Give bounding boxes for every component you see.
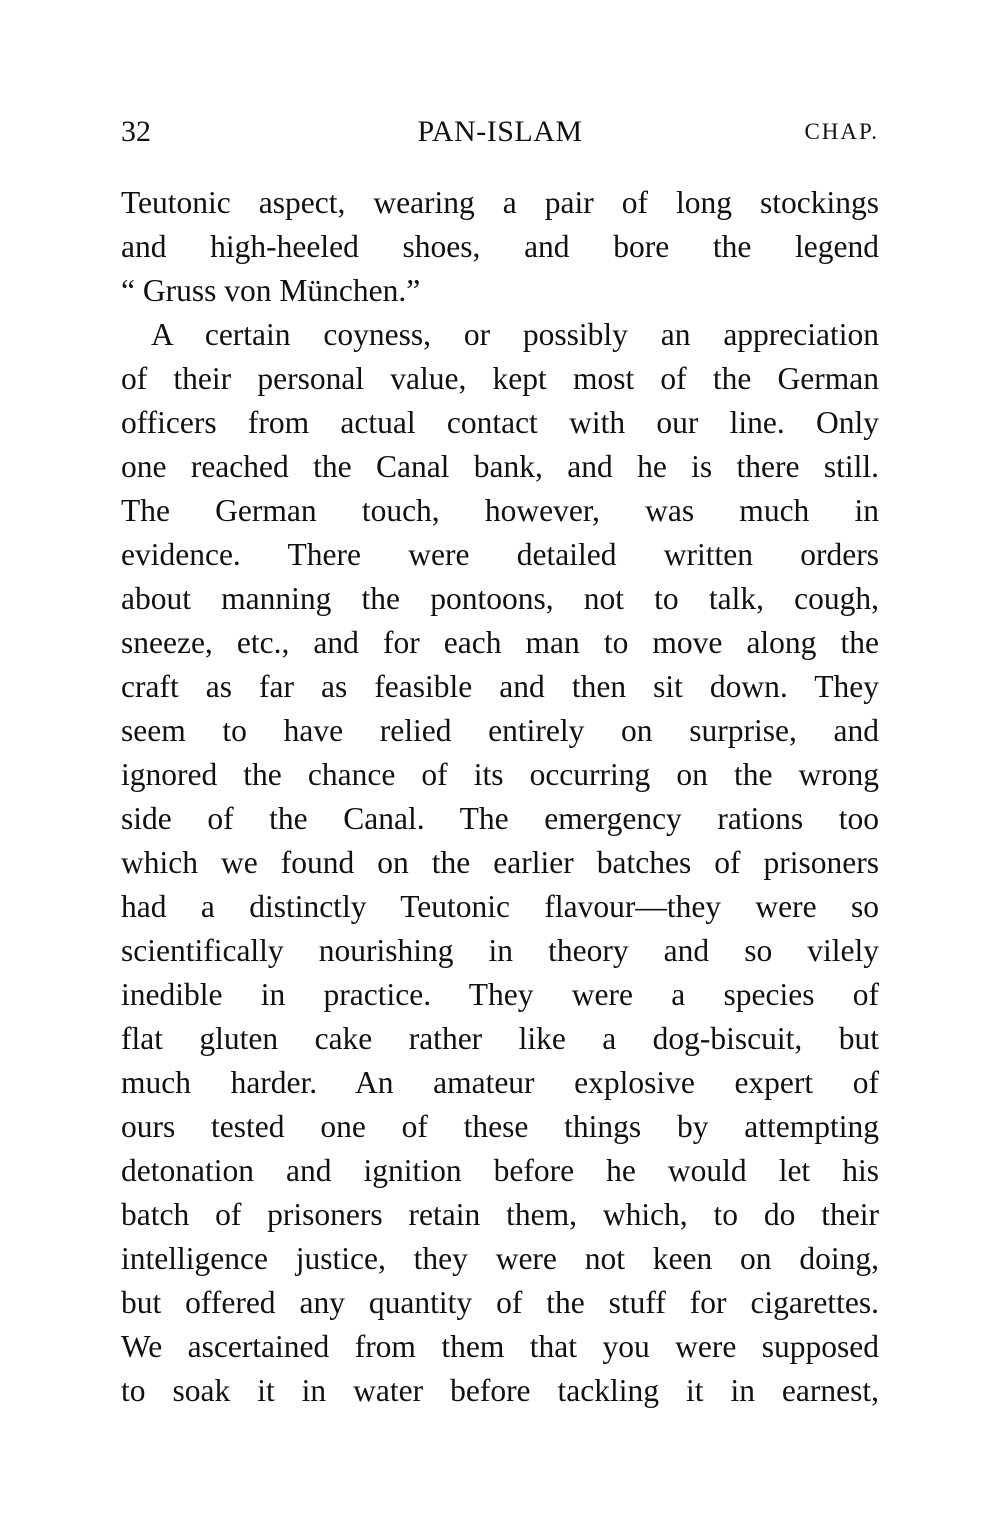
text-line: We ascertained from them that you were supposed [121, 1329, 879, 1364]
text-line: but offered any quantity of the stuff for cigarettes. [121, 1285, 879, 1320]
text-line: The German touch, however, was much in [121, 493, 879, 528]
chapter-label: CHAP. [804, 119, 879, 144]
text-line: ours tested one of these things by attempting [121, 1109, 879, 1144]
text-line: which we found on the earlier batches of prisoners [121, 845, 879, 880]
text-line: “ Gruss von München.” [121, 273, 421, 308]
text-line: to soak it in water before tackling it in earnest, [121, 1373, 879, 1408]
text-line: ignored the chance of its occurring on the wrong [121, 757, 879, 792]
text-line: intelligence justice, they were not keen on doing, [121, 1241, 879, 1276]
text-line: batch of prisoners retain them, which, to do their [121, 1197, 879, 1232]
page-number: 32 [121, 115, 151, 148]
text-line: evidence. There were detailed written orders [121, 537, 879, 572]
text-line: side of the Canal. The emergency rations too [121, 801, 879, 836]
text-line: detonation and ignition before he would let his [121, 1153, 879, 1188]
body-text [121, 181, 879, 1413]
text-line: of their personal value, kept most of the German [121, 361, 879, 396]
text-line: scientifically nourishing in theory and so vilely [121, 933, 879, 968]
text-line: inedible in practice. They were a species of [121, 977, 879, 1012]
text-line: about manning the pontoons, not to talk, cough, [121, 581, 879, 616]
text-line: sneeze, etc., and for each man to move along the [121, 625, 879, 660]
text-line: had a distinctly Teutonic flavour—they were so [121, 889, 879, 924]
text-line: flat gluten cake rather like a dog-biscuit, but [121, 1021, 879, 1056]
text-line: and high-heeled shoes, and bore the legend [121, 229, 879, 264]
book-title: PAN-ISLAM [417, 115, 583, 148]
text-line: officers from actual contact with our line. Only [121, 405, 879, 440]
text-line: craft as far as feasible and then sit down. They [121, 669, 879, 704]
running-head [121, 112, 879, 152]
text-line: Teutonic aspect, wearing a pair of long stockings [121, 185, 879, 220]
text-line: seem to have relied entirely on surprise, and [121, 713, 879, 748]
text-line: one reached the Canal bank, and he is there still. [121, 449, 879, 484]
text-line: A certain coyness, or possibly an appreciation [151, 317, 879, 352]
text-line: much harder. An amateur explosive expert of [121, 1065, 879, 1100]
